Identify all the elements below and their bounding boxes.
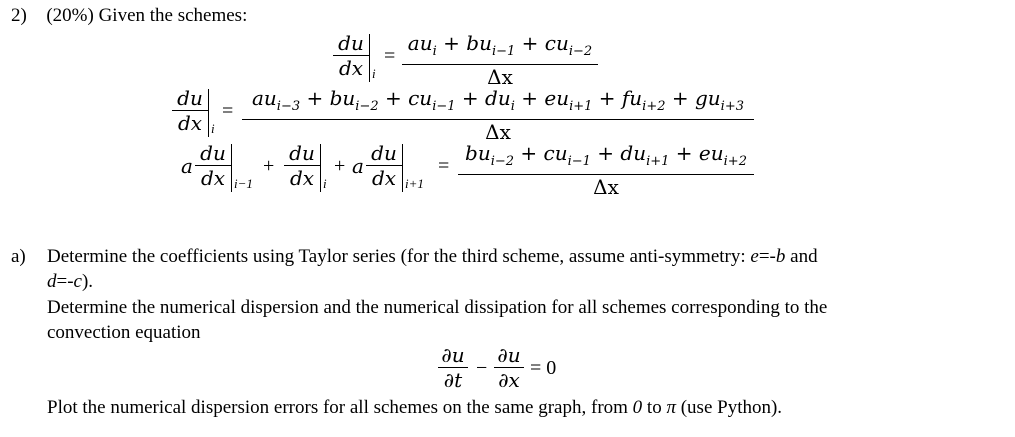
task-line-5-end: (use Python).: [675, 397, 783, 418]
scheme2-lhs-num: du: [177, 86, 203, 110]
scheme3-term1-sub: i−1: [234, 176, 253, 191]
scheme2-rhs-den: Δx: [485, 120, 511, 145]
task-var-b: b: [775, 246, 786, 267]
pde-dudx: [494, 343, 524, 392]
scheme3-term3-bar: [402, 144, 403, 192]
scheme1-lhs-fraction: [333, 31, 369, 80]
task-var-e: e: [750, 246, 759, 267]
scheme3-term1-fraction: du dx: [195, 141, 231, 190]
pde-num-1: ∂u: [441, 343, 465, 367]
scheme3-rhs-den: Δx: [593, 175, 619, 200]
pde-den-2: ∂x: [498, 368, 520, 393]
scheme1-rhs-fraction: [402, 31, 598, 89]
scheme3-coef-a-1: a: [181, 154, 193, 178]
scheme1-equals: =: [384, 45, 396, 67]
pde-minus: −: [476, 357, 488, 379]
task-eq-2: =-: [56, 271, 74, 292]
scheme2-eval-bar: [208, 89, 209, 137]
scheme2-rhs-num: $au_{i-3} + bu_{i-2} + cu_{i-1} + du_i + eu_{i+1} + fu_{i+2} + gu_{i+3}$: [251, 86, 744, 114]
scheme3-term3-sub: i+1: [405, 176, 424, 191]
scheme3-coef-a-2: a: [352, 154, 364, 178]
task-line-5-text: Plot the numerical dispersion errors for all schemes on the same graph, from: [47, 397, 633, 418]
task-line-1-text: Determine the coefficients using Taylor series (for the third scheme, assume anti-symmetry:: [47, 246, 751, 267]
task-var-c: c: [73, 271, 82, 292]
task-line-2-end: ).: [81, 271, 94, 292]
scheme2-rhs-fraction: [242, 86, 754, 144]
scheme3-rhs-fraction: [458, 141, 754, 199]
scheme3-plus-2: +: [334, 155, 346, 177]
task-and: and: [785, 246, 818, 267]
problem-weight: (20%): [46, 5, 94, 26]
task-line-3: Determine the numerical dispersion and the numerical dissipation for all schemes corresponding to the: [47, 297, 828, 318]
scheme1-lhs-den: dx: [338, 56, 364, 81]
task-line-5: [47, 397, 782, 419]
task-eq-1: =-: [758, 246, 776, 267]
scheme1-eval-bar: [369, 34, 370, 82]
scheme2-lhs-sub: i: [211, 121, 215, 136]
task-line-2: [47, 271, 93, 293]
task-range-start: 0: [632, 397, 643, 418]
scheme1-lhs-num: du: [338, 31, 364, 55]
task-range-end: π: [666, 397, 676, 418]
scheme1-rhs-den: Δx: [487, 65, 513, 90]
problem-header: [11, 5, 247, 27]
scheme2-equals: =: [222, 100, 234, 122]
scheme2-lhs-fraction: [172, 86, 208, 135]
scheme3-plus-1: +: [263, 155, 275, 177]
scheme3-term1-bar: [231, 144, 232, 192]
scheme2-lhs-den: dx: [177, 111, 203, 136]
pde-dudt: [438, 343, 468, 392]
scheme3-term2-bar: [320, 144, 321, 192]
pde-rhs: = 0: [530, 357, 557, 379]
scheme1-lhs-sub: i: [372, 66, 376, 81]
scheme1-rhs-num: $au_i + bu_{i-1} + cu_{i-2}$: [407, 31, 593, 59]
problem-number: 2): [11, 5, 27, 26]
task-label: a): [11, 246, 26, 267]
task-range-to: to: [642, 397, 667, 418]
scheme3-term2-fraction: du dx: [284, 141, 320, 190]
scheme3-equals: =: [438, 155, 450, 177]
scheme3-rhs-num: $bu_{i-2} + cu_{i-1} + du_{i+1} + eu_{i+2}$: [465, 141, 747, 169]
scheme3-term3-fraction: du dx: [366, 141, 402, 190]
task-var-d: d: [47, 271, 57, 292]
pde-num-2: ∂u: [497, 343, 521, 367]
pde-den-1: ∂t: [443, 368, 463, 393]
problem-intro: Given the schemes:: [98, 5, 248, 26]
task-line-1: [47, 246, 818, 268]
task-line-4: convection equation: [47, 322, 201, 343]
scheme3-term2-sub: i: [323, 176, 327, 191]
